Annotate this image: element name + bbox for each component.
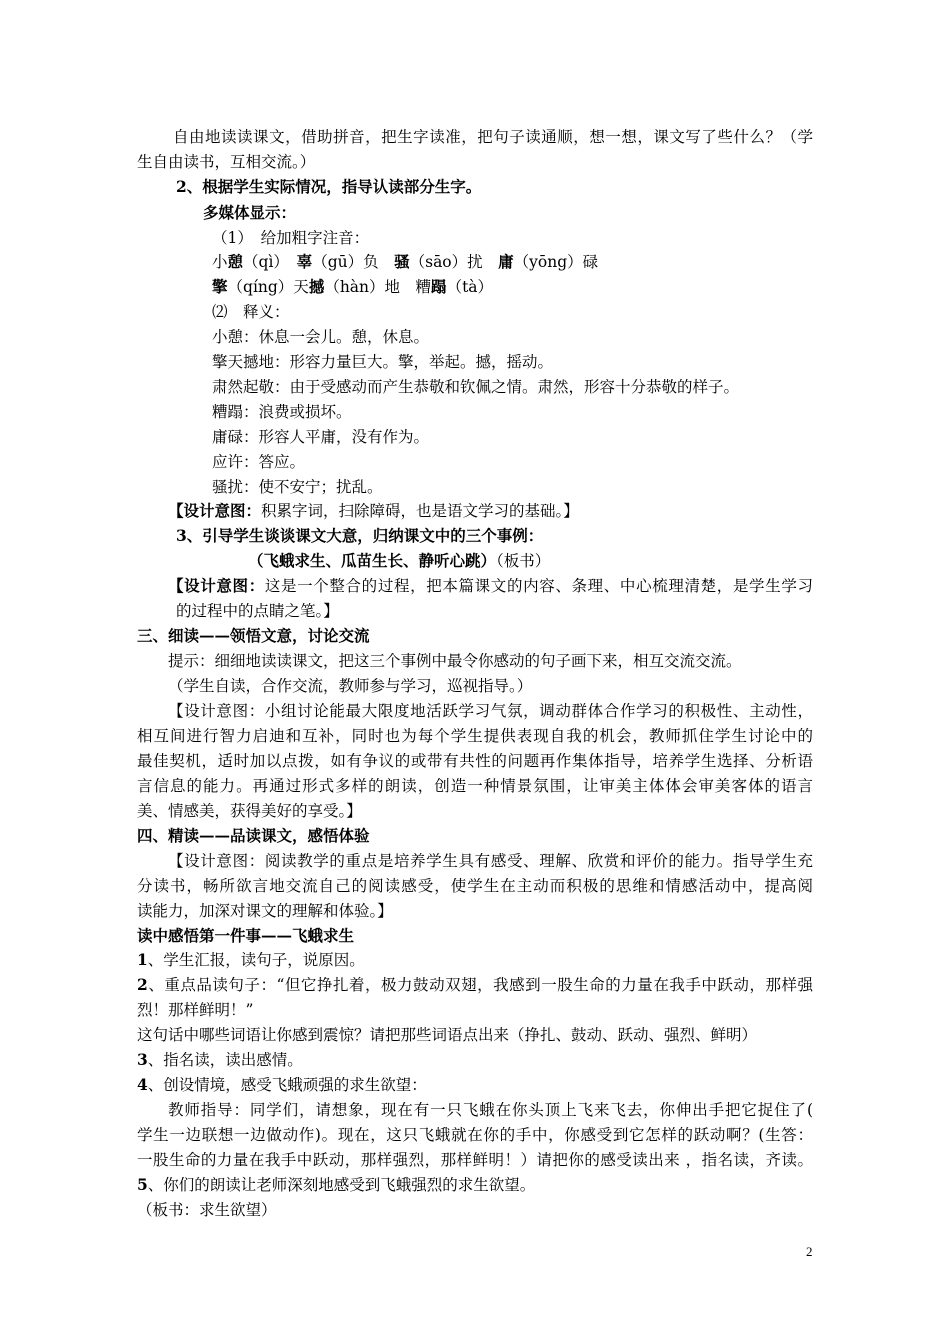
definition-line: 擎天撼地：形容力量巨大。擎，举起。撼，摇动。 — [212, 353, 554, 371]
design-intent: 【设计意图：小组讨论能最大限度地活跃学习气氛，调动群体合作学习的积极性、主动性， — [168, 702, 813, 720]
sub-item: ⑵ 释义： — [212, 303, 290, 321]
pinyin-line: 擎（qíng）天撼（hàn）地 糟蹋（tà） — [212, 277, 494, 296]
section-label: 多媒体显示： — [203, 203, 297, 222]
numbered-item: 5、你们的朗读让老师深刻地感受到飞蛾强烈的求生欲望。 — [137, 1175, 536, 1194]
paragraph-line: 读能力，加深对课文的理解和体验。】 — [137, 902, 393, 920]
paragraph-line: 美、情感美，获得美好的享受。】 — [137, 802, 362, 820]
numbered-item: 2、根据学生实际情况，指导认读部分生字。 — [176, 177, 482, 196]
subsection-heading: 读中感悟第一件事——飞蛾求生 — [137, 926, 355, 945]
numbered-item: 3、指名读，读出感情。 — [137, 1050, 303, 1069]
design-intent: 【设计意图：积累字词，扫除障碍，也是语文学习的基础。】 — [168, 501, 579, 520]
paragraph-line: 一股生命的力量在我手中跃动，那样强烈，那样鲜明！）请把你的感受读出来 ，指名读，齐读。 — [137, 1151, 813, 1169]
numbered-item: 1、学生汇报，读句子，说原因。 — [137, 950, 365, 969]
numbered-item: 2、重点品读句子：“但它挣扎着，极力鼓动双翅，我感到一股生命的力量在我手中跃动，那样强 — [137, 975, 813, 994]
section-heading: 四、精读——品读课文，感悟体验 — [137, 826, 370, 845]
pinyin-line: 小憩（qì） 辜（gū）负 骚（sāo）扰 庸（yōng）碌 — [212, 252, 599, 271]
sub-item: （1） 给加粗字注音： — [212, 229, 370, 247]
numbered-item: 4、创设情境，感受飞蛾顽强的求生欲望： — [137, 1075, 427, 1094]
paragraph-line: 相互间进行智力启迪和互补，同时也为每个学生提供表现自我的机会，教师抓住学生讨论中的 — [137, 727, 813, 745]
paragraph-line: 分读书，畅所欲言地交流自己的阅读感受，使学生在主动而积极的思维和情感活动中，提高阅 — [137, 877, 813, 895]
definition-line: 糟蹋：浪费或损坏。 — [212, 403, 352, 421]
paragraph-line: 这句话中哪些词语让你感到震惊？请把那些词语点出来（挣扎、鼓动、跃动、强烈、鲜明） — [137, 1026, 758, 1044]
numbered-item: 3、引导学生谈谈课文大意，归纳课文中的三个事例： — [176, 526, 544, 545]
section-heading: 三、细读——领悟文意，讨论交流 — [137, 626, 370, 645]
paragraph-line: 提示：细细地读读课文，把这三个事例中最令你感动的句子画下来，相互交流交流。 — [168, 652, 742, 670]
paragraph-line: （学生自读，合作交流，教师参与学习，巡视指导。） — [168, 677, 533, 695]
paragraph-line: 言信息的能力。再通过形式多样的朗读，创造一种情景氛围，让审美主体体会审美客体的语言 — [137, 777, 813, 795]
paragraph-line: 学生一边联想一边做动作)。现在，这只飞蛾就在你的手中，你感受到它怎样的跃动啊？(生答： — [137, 1126, 813, 1144]
design-intent: 【设计意图：阅读教学的重点是培养学生具有感受、理解、欣赏和评价的能力。指导学生充 — [168, 852, 813, 870]
definition-line: 肃然起敬：由于受感动而产生恭敬和钦佩之情。肃然，形容十分恭敬的样子。 — [212, 378, 740, 396]
definition-line: 应许：答应。 — [212, 453, 306, 471]
paragraph-line: 的过程中的点睛之笔。】 — [176, 602, 339, 620]
paragraph-line: 最佳契机，适时加以点拨，如有争议的或带有共性的问题再作集体指导，培养学生选择、分析语 — [137, 752, 813, 770]
board-note: （飞蛾求生、瓜苗生长、静听心跳）（板书） — [248, 551, 551, 570]
definition-line: 庸碌：形容人平庸，没有作为。 — [212, 428, 430, 446]
paragraph-line: 教师指导：同学们，请想象，现在有一只飞蛾在你头顶上飞来飞去，你伸出手把它捉住了( — [168, 1101, 813, 1119]
definition-line: 小憩：休息一会儿。憩，休息。 — [212, 328, 430, 346]
board-note: （板书：求生欲望） — [137, 1201, 277, 1219]
paragraph-line: 生自由读书，互相交流。） — [137, 153, 316, 171]
paragraph-line: 自由地读读课文，借助拼音，把生字读准，把句子读通顺，想一想，课文写了些什么？（学 — [173, 128, 813, 146]
definition-line: 骚扰：使不安宁；扰乱。 — [212, 478, 383, 496]
page-number: 2 — [806, 1244, 813, 1259]
design-intent: 【设计意图：这是一个整合的过程，把本篇课文的内容、条理、中心梳理清楚，是学生学习 — [168, 576, 813, 595]
paragraph-line: 烈！那样鲜明！” — [137, 1001, 254, 1019]
